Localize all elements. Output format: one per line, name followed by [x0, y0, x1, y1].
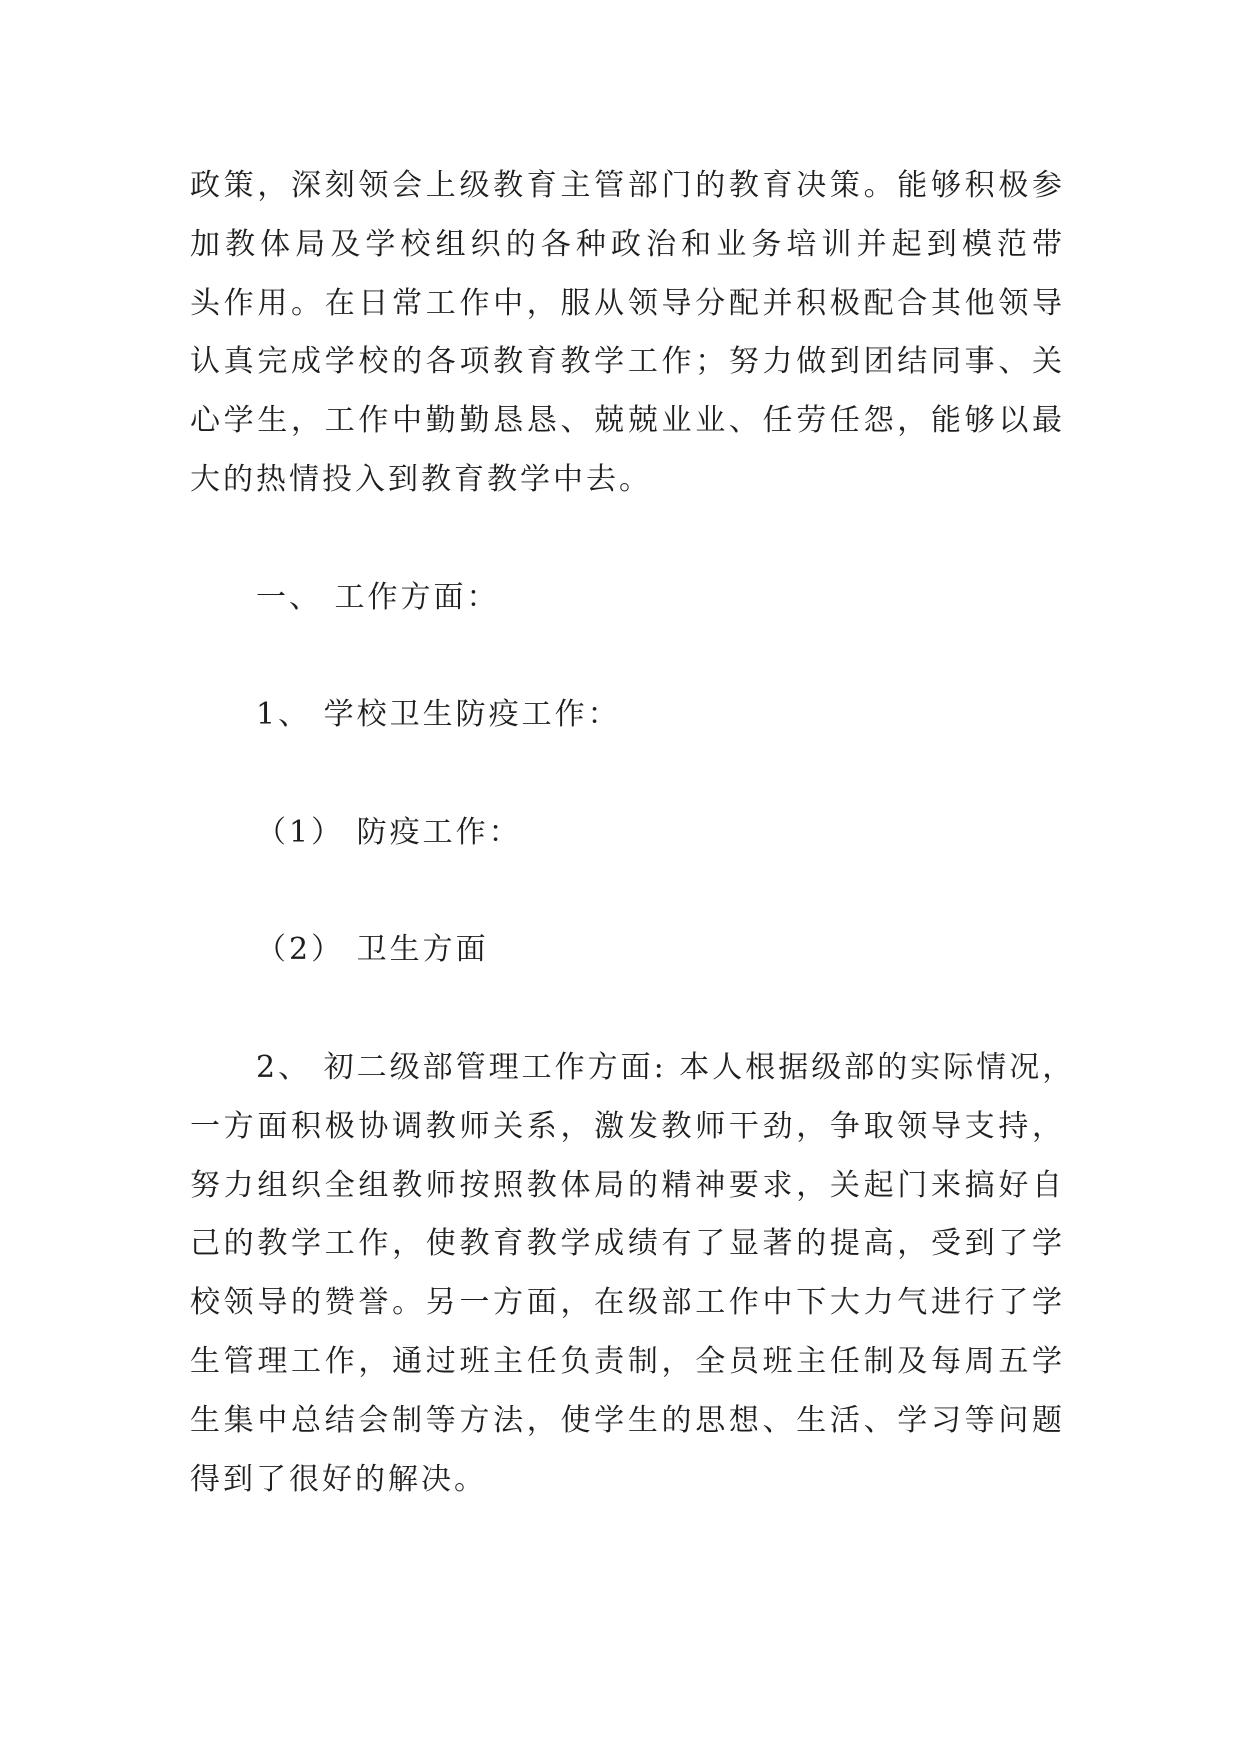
- section-heading: 一、 工作方面：: [256, 579, 500, 615]
- body-text-line: 头作用。在日常工作中，服从领导分配并积极配合其他领导: [190, 285, 1065, 321]
- body-text-line: 大的热情投入到教育教学中去。: [190, 461, 652, 497]
- body-text-line: 校领导的赞誉。另一方面，在级部工作中下大力气进行了学: [190, 1285, 1065, 1321]
- body-text-line: 得到了很好的解决。: [190, 1461, 487, 1497]
- numbered-paragraph-line: 2、 初二级部管理工作方面: 本人根据级部的实际情况，: [256, 1049, 1076, 1085]
- body-text-line: 一方面积极协调教师关系，激发教师干劲，争取领导支持，: [190, 1108, 1065, 1144]
- item-heading: （1） 防疫工作：: [256, 814, 522, 850]
- body-text-line: 政策，深刻领会上级教育主管部门的教育决策。能够积极参: [190, 168, 1065, 203]
- body-text-line: 心学生，工作中勤勤恳恳、兢兢业业、任劳任怨，能够以最: [190, 403, 1065, 439]
- body-text-line: 努力组织全组教师按照教体局的精神要求，关起门来搞好自: [190, 1167, 1065, 1203]
- document-body: [190, 157, 1076, 1509]
- item-heading: （2） 卫生方面: [256, 932, 489, 968]
- paragraph-item-heading: [190, 921, 1065, 980]
- paragraph-grade-management: [190, 1039, 1076, 1509]
- subsection-heading: 1、 学校卫生防疫工作：: [256, 697, 621, 733]
- paragraph-item-heading: [190, 804, 1065, 863]
- paragraph-subsection-heading: [190, 686, 1065, 745]
- body-text-line: 生集中总结会制等方法，使学生的思想、生活、学习等问题: [190, 1402, 1065, 1438]
- paragraph-intro: [190, 157, 1065, 510]
- body-text-line: 认真完成学校的各项教育教学工作；努力做到团结同事、关: [190, 344, 1065, 380]
- body-text-line: 加教体局及学校组织的各种政治和业务培训并起到模范带: [190, 226, 1065, 262]
- body-text-line: 生管理工作，通过班主任负责制，全员班主任制及每周五学: [190, 1343, 1065, 1379]
- body-text-line: 己的教学工作，使教育教学成绩有了显著的提高，受到了学: [190, 1226, 1065, 1262]
- paragraph-section-heading: [190, 569, 1065, 628]
